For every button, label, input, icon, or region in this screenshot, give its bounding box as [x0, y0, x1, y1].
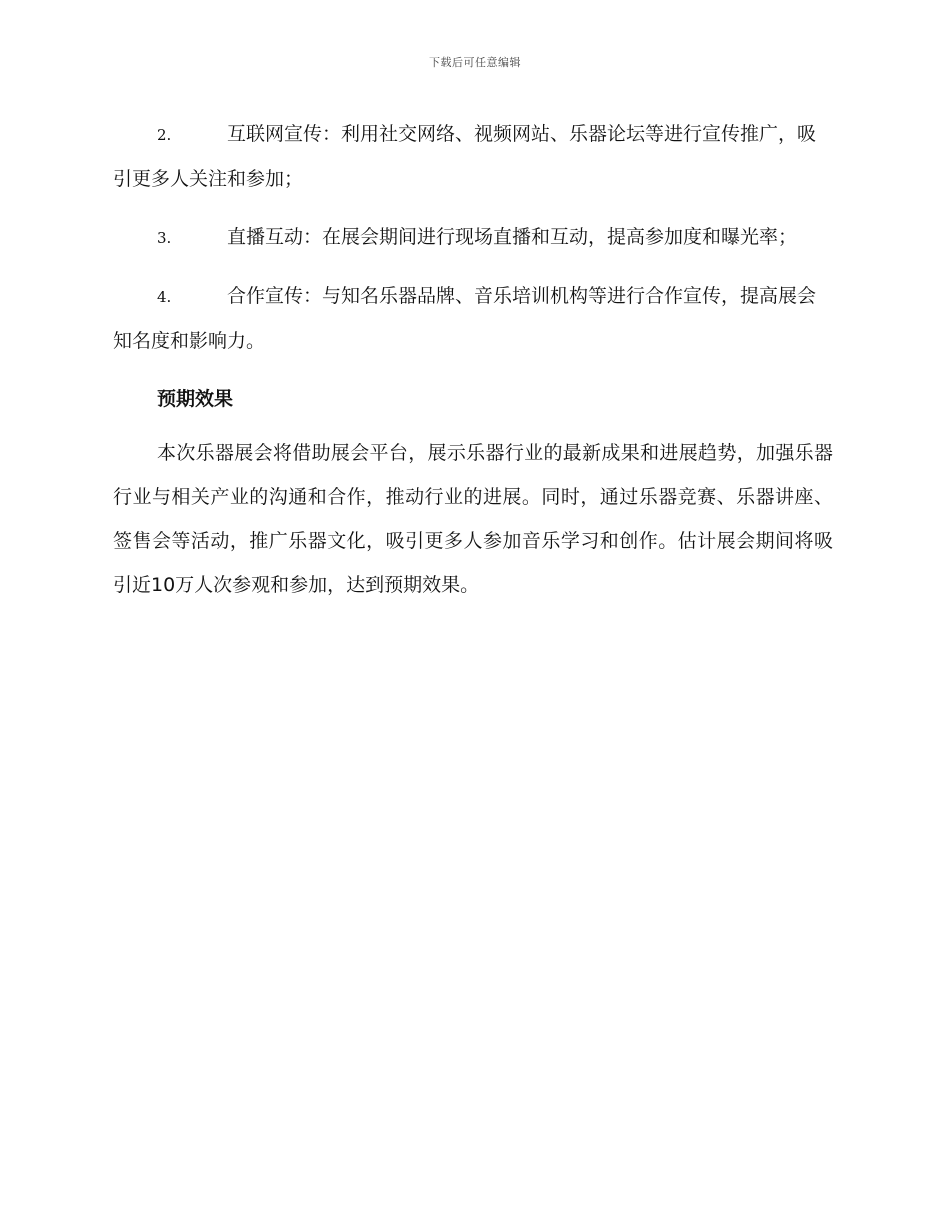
list-item-number: 4.: [157, 288, 172, 306]
list-item-text: 合作宣传：与知名乐器品牌、音乐培训机构等进行合作宣传，提高展会知名度和影响力。: [113, 285, 817, 352]
list-item: [113, 112, 833, 201]
list-item-text: 互联网宣传：利用社交网络、视频网站、乐器论坛等进行宣传推广，吸引更多人关注和参加；: [113, 123, 817, 190]
list-item-number: 2.: [157, 126, 172, 144]
section-heading: 预期效果: [157, 388, 234, 410]
list-item: [113, 215, 833, 260]
list-item-number: 3.: [157, 229, 172, 247]
page-content: [113, 112, 833, 607]
list-item: [113, 274, 833, 363]
section-paragraph: 本次乐器展会将借助展会平台，展示乐器行业的最新成果和进展趋势，加强乐器行业与相关产业的沟通和合作，推动行业的进展。同时，通过乐器竞赛、乐器讲座、签售会等活动，推广乐器文化，吸引更多人参加音乐学习和创作。估计展会期间将吸引近10万人次参观和参加，达到预期效果。: [113, 442, 833, 596]
page-header: 下载后可任意编辑: [429, 56, 521, 69]
list-item-text: 直播互动：在展会期间进行现场直播和互动，提高参加度和曝光率；: [227, 226, 798, 248]
